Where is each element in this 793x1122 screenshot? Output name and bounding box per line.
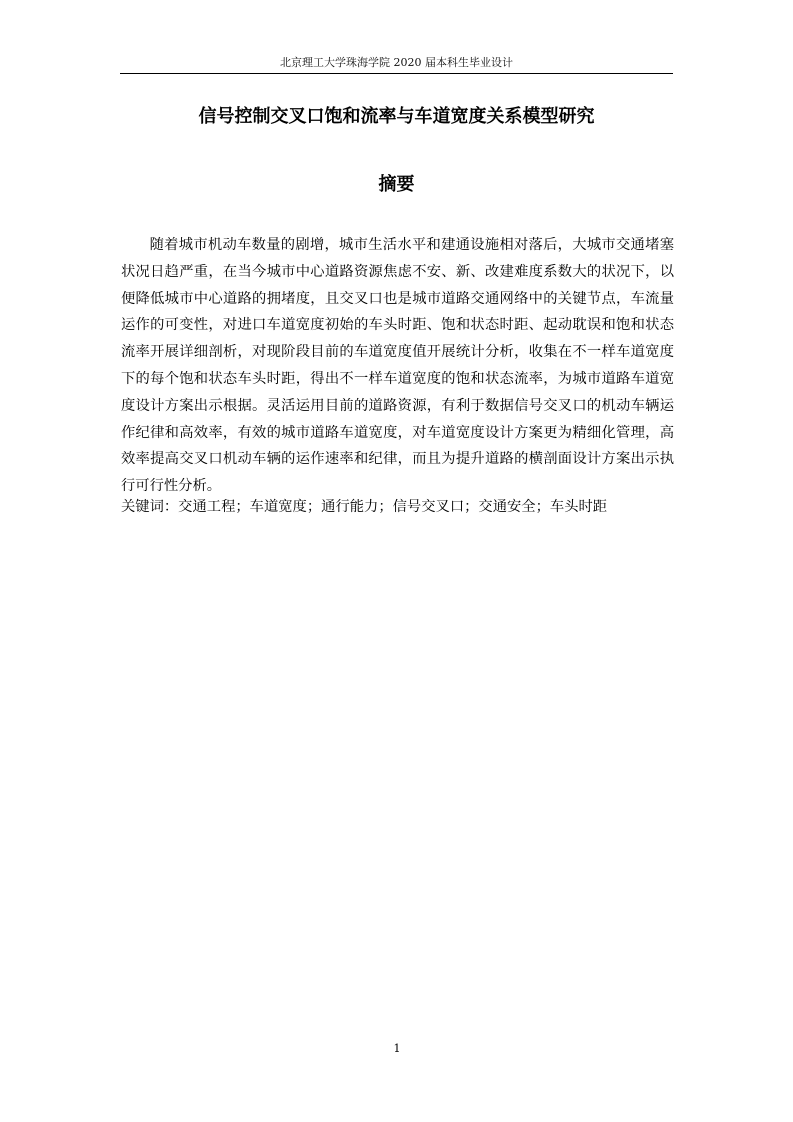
header-divider (120, 73, 673, 74)
abstract-paragraph: 随着城市机动车数量的剧增，城市生活水平和建通设施相对落后，大城市交通堵塞状况日趋严重，在当今城市中心道路资源焦虑不安、新、改建难度系数大的状况下，以便降低城市中心道路的拥堵度，且交叉口也是城市道路交通网络中的关键节点，车流量运作的可变性，对进口车道宽度初始的车头时距、饱和状态时距、起动耽误和饱和状态流率开展详细剖析，对现阶段目前的车道宽度值开展统计分析，收集在不一样车道宽度下的每个饱和状态车头时距，得出不一样车道宽度的饱和状态流率，为城市道路车道宽度设计方案出示根据。灵活运用目前的道路资源，有利于数据信号交叉口的机动车辆运作纪律和高效率，有效的城市道路车道宽度，对车道宽度设计方案更为精细化管理，高效率提高交叉口机动车辆的运作速率和纪律，而且为提升道路的横剖面设计方案出示执行可行性分析。 (121, 237, 674, 495)
running-header: 北京理工大学珠海学院 2020 届本科生毕业设计 (280, 56, 513, 69)
keywords-line: 关键词：交通工程；车道宽度；通行能力；信号交叉口；交通安全；车头时距 (121, 499, 608, 515)
abstract-heading: 摘要 (378, 174, 415, 195)
page-number: 1 (393, 1042, 401, 1055)
document-title: 信号控制交叉口饱和流率与车道宽度关系模型研究 (198, 106, 595, 127)
